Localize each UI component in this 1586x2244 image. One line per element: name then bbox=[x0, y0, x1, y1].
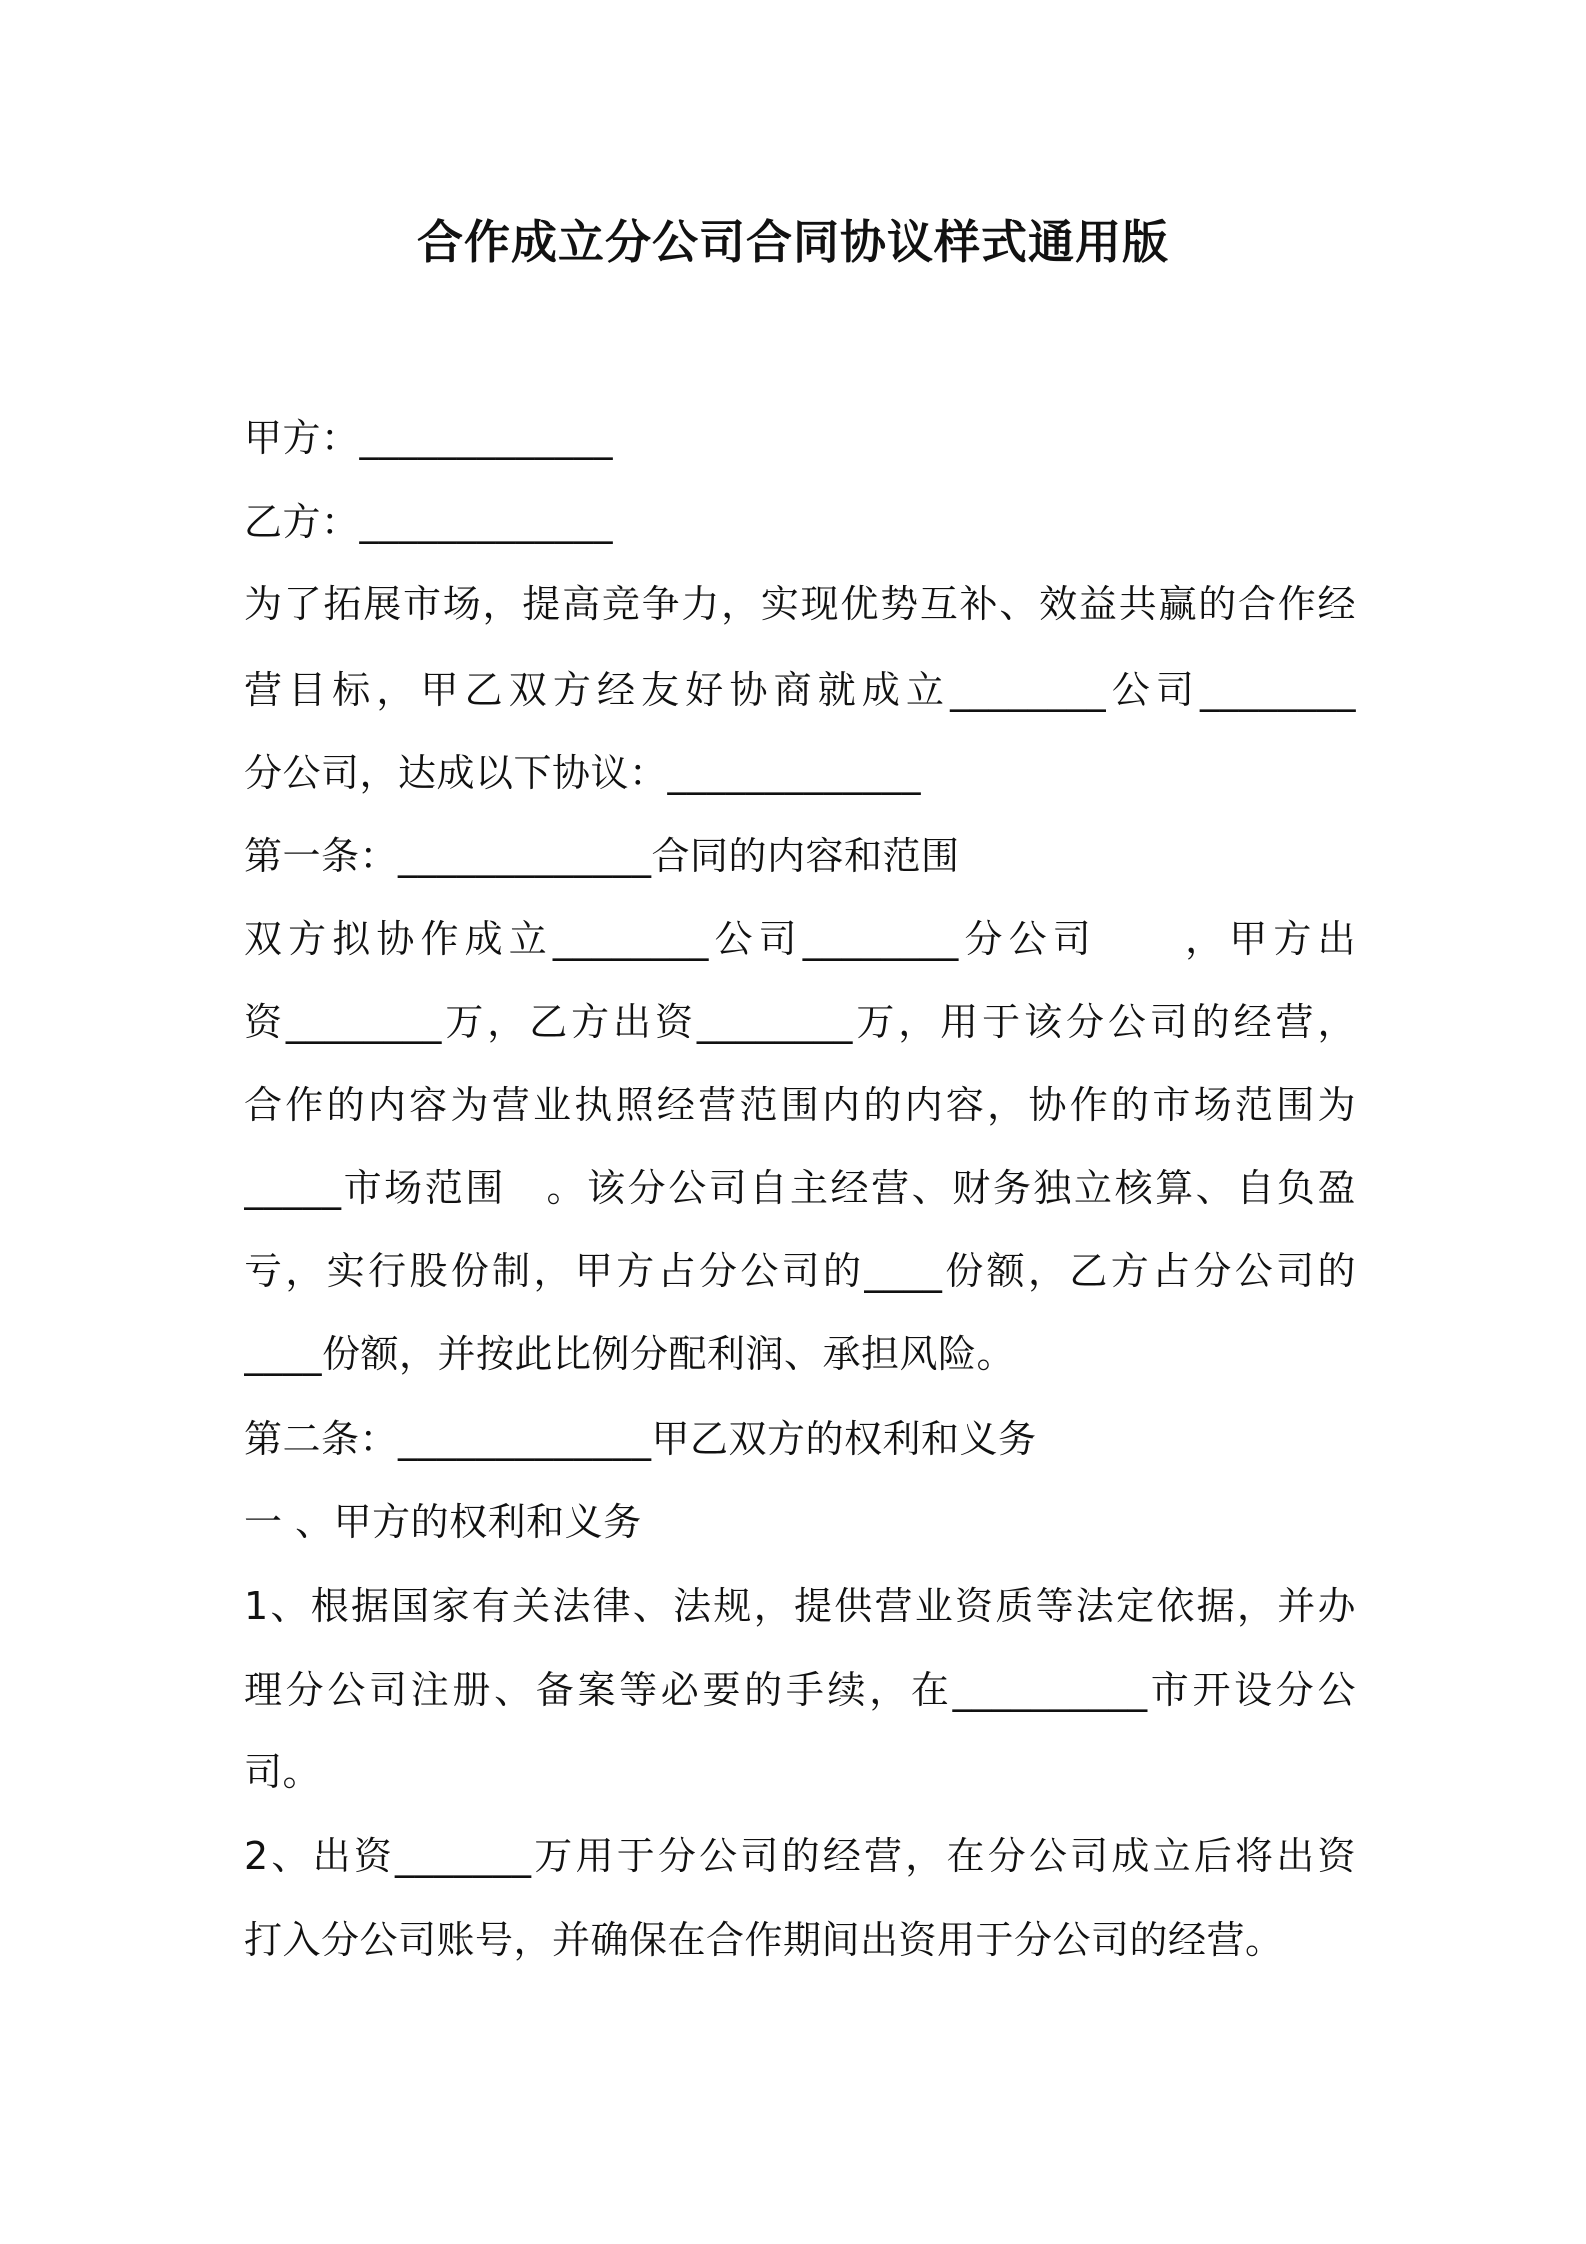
paragraph-line: 分公司，达成以下协议：_____________ bbox=[244, 751, 922, 795]
paragraph-line: 双方拟协作成立________公司________分公司 ，甲方出 bbox=[244, 917, 1356, 961]
paragraph-line: 为了拓展市场，提高竞争力，实现优势互补、效益共赢的合作经 bbox=[244, 582, 1356, 626]
paragraph-line: 1、根据国家有关法律、法规，提供营业资质等法定依据，并办 bbox=[244, 1584, 1356, 1628]
paragraph-line: 司。 bbox=[244, 1750, 322, 1794]
paragraph-line: 亏，实行股份制，甲方占分公司的____份额，乙方占分公司的 bbox=[244, 1249, 1356, 1293]
paragraph-line: 2、出资_______万用于分公司的经营，在分公司成立后将出资 bbox=[244, 1834, 1356, 1878]
paragraph-line: _____市场范围 。该分公司自主经营、财务独立核算、自负盈 bbox=[244, 1166, 1356, 1210]
paragraph-line: ____份额，并按此比例分配利润、承担风险。 bbox=[244, 1332, 1016, 1376]
section-heading: 一 、甲方的权利和义务 bbox=[244, 1500, 642, 1544]
paragraph-line: 合作的内容为营业执照经营范围内的内容，协作的市场范围为 bbox=[244, 1083, 1356, 1127]
article-1-heading: 第一条：_____________合同的内容和范围 bbox=[244, 834, 960, 878]
party-a-line: 甲方：_____________ bbox=[244, 416, 614, 460]
paragraph-line: 资________万，乙方出资________万，用于该分公司的经营， bbox=[244, 1000, 1356, 1044]
document-title: 合作成立分公司合同协议样式通用版 bbox=[417, 215, 1169, 269]
paragraph-line: 理分公司注册、备案等必要的手续，在__________市开设分公 bbox=[244, 1668, 1356, 1712]
paragraph-line: 营目标，甲乙双方经友好协商就成立________公司________ bbox=[244, 668, 1356, 712]
article-2-heading: 第二条：_____________甲乙双方的权利和义务 bbox=[244, 1417, 1037, 1461]
party-b-line: 乙方：_____________ bbox=[244, 500, 614, 544]
paragraph-line: 打入分公司账号，并确保在合作期间出资用于分公司的经营。 bbox=[244, 1918, 1284, 1962]
